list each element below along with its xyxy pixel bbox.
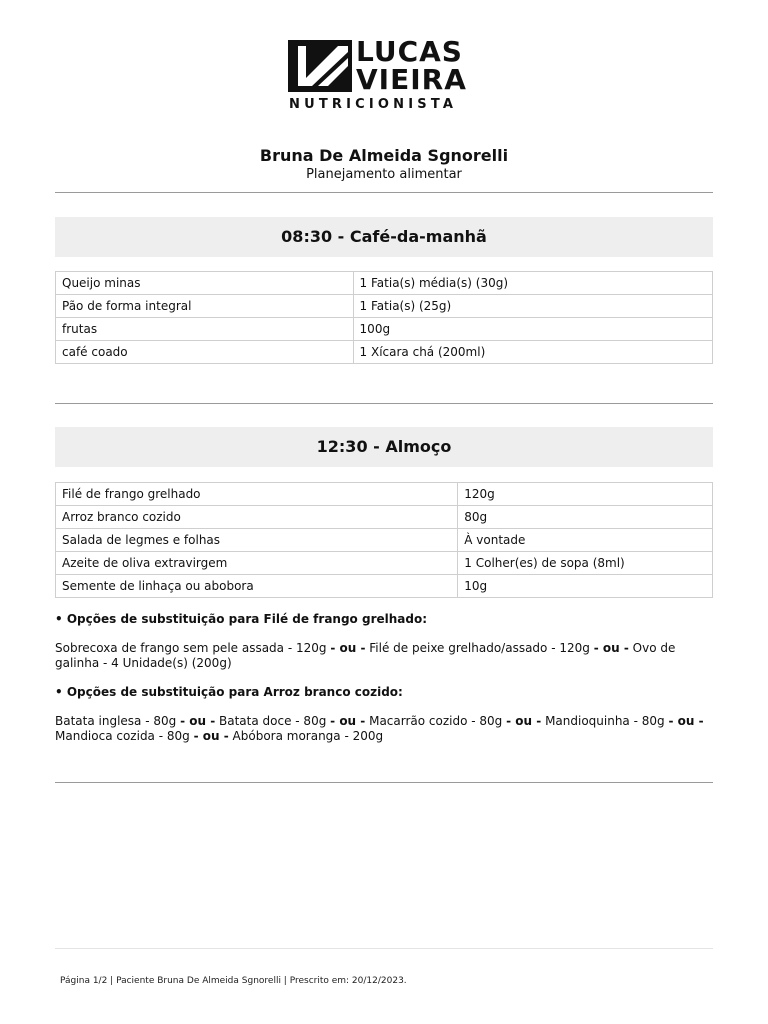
table-row: [56, 272, 713, 295]
food-name: Arroz branco cozido: [56, 506, 458, 529]
logo-name-last: VIEIRA: [356, 63, 467, 96]
table-row: [56, 295, 713, 318]
food-name: Salada de legmes e folhas: [56, 529, 458, 552]
substitution-option: Mandioca cozida - 80g: [55, 729, 190, 743]
divider: [55, 192, 713, 193]
substitution-option: Macarrão cozido - 80g: [369, 714, 503, 728]
substitution-option: Mandioquinha - 80g: [545, 714, 665, 728]
food-name: frutas: [56, 318, 354, 341]
table-row: [56, 341, 713, 364]
or-separator: - ou -: [593, 641, 629, 655]
table-row: [56, 318, 713, 341]
substitution-options: [55, 641, 715, 671]
food-amount: 100g: [353, 318, 712, 341]
food-amount: 1 Fatia(s) (25g): [353, 295, 712, 318]
footer-divider: [55, 948, 713, 949]
substitution-option: Batata doce - 80g: [219, 714, 327, 728]
patient-name: Bruna De Almeida Sgnorelli: [259, 146, 509, 165]
food-amount: 1 Fatia(s) média(s) (30g): [353, 272, 712, 295]
or-separator: - ou -: [330, 641, 366, 655]
divider: [55, 782, 713, 783]
substitution-option: Sobrecoxa de frango sem pele assada - 120g: [55, 641, 327, 655]
meal-title-breakfast: 08:30 - Café-da-manhã: [55, 217, 713, 257]
food-name: café coado: [56, 341, 354, 364]
document-header: [0, 146, 768, 183]
food-name: Filé de frango grelhado: [56, 483, 458, 506]
table-row: [56, 529, 713, 552]
substitution-block-chicken: [55, 612, 715, 671]
food-amount: À vontade: [458, 529, 713, 552]
food-amount: 10g: [458, 575, 713, 598]
substitution-option: Batata inglesa - 80g: [55, 714, 177, 728]
substitution-option: Filé de peixe grelhado/assado - 120g: [369, 641, 590, 655]
nutritionist-logo: [288, 35, 480, 114]
substitution-option: Ovo de galinha - 4 Unidade(s) (200g): [55, 641, 676, 670]
divider: [55, 403, 713, 404]
substitution-title: • Opções de substituição para Arroz branco cozido:: [55, 685, 403, 699]
food-name: Semente de linhaça ou abobora: [56, 575, 458, 598]
or-separator: - ou -: [668, 714, 704, 728]
food-name: Pão de forma integral: [56, 295, 354, 318]
substitution-options: [55, 714, 715, 744]
lv-monogram-icon: [288, 40, 352, 92]
or-separator: - ou -: [506, 714, 542, 728]
food-amount: 1 Colher(es) de sopa (8ml): [458, 552, 713, 575]
substitution-option: Abóbora moranga - 200g: [232, 729, 384, 743]
food-name: Azeite de oliva extravirgem: [56, 552, 458, 575]
table-row: [56, 506, 713, 529]
breakfast-food-table: [55, 271, 713, 364]
logo-profession: NUTRICIONISTA: [289, 97, 458, 112]
meal-title-lunch: 12:30 - Almoço: [55, 427, 713, 467]
food-name: Queijo minas: [56, 272, 354, 295]
table-row: [56, 483, 713, 506]
substitution-block-rice: [55, 685, 715, 744]
lunch-food-table: [55, 482, 713, 598]
page-footer: Página 1/2 | Paciente Bruna De Almeida Sgnorelli | Prescrito em: 20/12/2023.: [60, 976, 407, 986]
or-separator: - ou -: [330, 714, 366, 728]
or-separator: - ou -: [180, 714, 216, 728]
table-row: [56, 575, 713, 598]
logo-name-first: LUCAS: [356, 35, 463, 68]
table-row: [56, 552, 713, 575]
food-amount: 1 Xícara chá (200ml): [353, 341, 712, 364]
substitution-title: • Opções de substituição para Filé de frango grelhado:: [55, 612, 428, 626]
food-amount: 80g: [458, 506, 713, 529]
or-separator: - ou -: [193, 729, 229, 743]
document-subtitle: Planejamento alimentar: [306, 167, 462, 182]
food-amount: 120g: [458, 483, 713, 506]
